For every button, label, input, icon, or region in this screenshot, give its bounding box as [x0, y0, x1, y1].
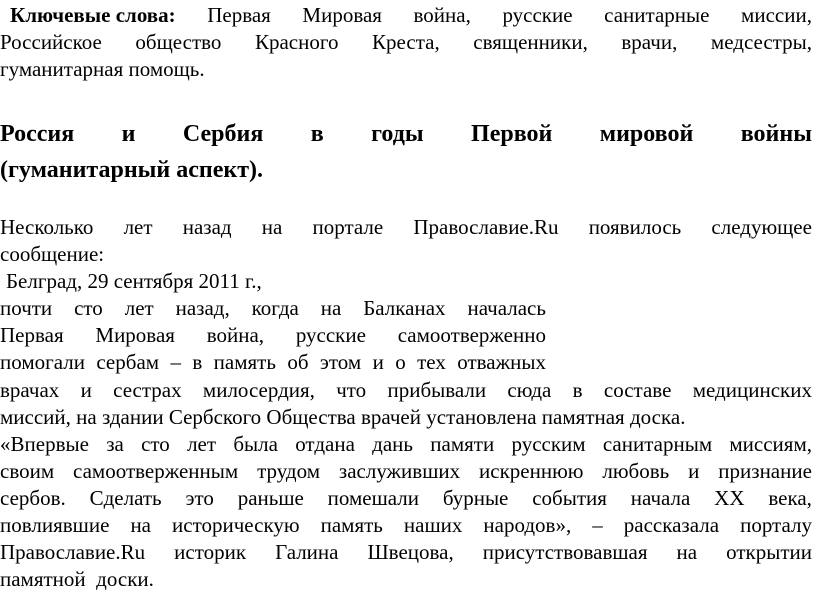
word: этом: [319, 350, 362, 374]
word: в: [310, 121, 324, 147]
word: Сделать: [89, 486, 162, 510]
word: самоотверженно: [397, 323, 546, 347]
body-line-c: [0, 431, 812, 457]
word: в: [572, 378, 583, 402]
word: назад,: [175, 296, 230, 320]
word: –: [170, 350, 181, 374]
word: появилось: [588, 215, 682, 239]
word: сто: [141, 432, 170, 456]
word: медсестры,: [710, 30, 812, 54]
word: что: [336, 378, 367, 402]
word: Швецова,: [367, 540, 454, 564]
word: Православие.Ru: [413, 215, 559, 239]
word: «Впервые: [0, 432, 89, 456]
word: это: [185, 486, 214, 510]
word: сербам: [96, 350, 160, 374]
word: за: [106, 432, 124, 456]
word: миссии,: [741, 3, 812, 27]
word: бурные: [442, 486, 509, 510]
word: назад: [182, 215, 232, 239]
word: историк: [174, 540, 247, 564]
word: сербов.: [0, 486, 66, 510]
word: милосердия,: [202, 378, 315, 402]
word: века,: [768, 486, 812, 510]
word: войны: [740, 121, 812, 147]
word: Галина: [275, 540, 339, 564]
word: и: [121, 121, 136, 147]
word: XX: [714, 486, 745, 510]
word: Мировая: [95, 323, 175, 347]
article-title-line-1: [0, 119, 812, 149]
word: народов»,: [483, 513, 572, 537]
word: Несколько: [0, 215, 94, 239]
word: миссиям,: [729, 432, 812, 456]
word: открытии: [726, 540, 812, 564]
word: была: [233, 432, 278, 456]
word: Первая: [207, 3, 271, 27]
word: общество: [135, 30, 222, 54]
word: отважных: [457, 350, 546, 374]
word: Россия: [0, 121, 75, 147]
word: Креста,: [372, 30, 440, 54]
body-short-line-2: [0, 322, 546, 348]
body-intro-line-1: [0, 214, 812, 240]
word: лет: [187, 432, 217, 456]
word: сюда: [507, 378, 552, 402]
keywords-label: Ключевые слова:: [10, 3, 176, 27]
word: помогали: [0, 350, 85, 374]
word: присутствовавшая: [482, 540, 648, 564]
word: об: [287, 350, 309, 374]
word: наших: [403, 513, 463, 537]
word: своим: [0, 459, 55, 483]
word: Российское: [0, 30, 102, 54]
word: повлиявшие: [0, 513, 110, 537]
body-short-line-1: [0, 295, 546, 321]
word: и: [372, 350, 384, 374]
word: Первой: [471, 121, 553, 147]
body-line-b: миссий, на здании Сербского Общества врачей установлена памятная доска.: [0, 405, 686, 429]
word: на: [320, 296, 342, 320]
word: тех: [417, 350, 446, 374]
word: Первая: [0, 323, 64, 347]
word: заслуживших: [338, 459, 461, 483]
word: на: [130, 513, 151, 537]
word: историческую: [172, 513, 300, 537]
word: память: [213, 350, 276, 374]
word: память: [320, 513, 383, 537]
word: –: [592, 513, 603, 537]
word: трудом: [257, 459, 320, 483]
body-short-line-3: [0, 349, 546, 375]
keywords-line-3: гуманитарная помощь.: [0, 57, 205, 81]
word: на: [676, 540, 698, 564]
keywords-line-1: [10, 2, 812, 28]
word: о: [395, 350, 406, 374]
body-line-g: [0, 539, 812, 565]
body-line-a: [0, 377, 812, 403]
word: годы: [371, 121, 424, 147]
word: памяти: [430, 432, 495, 456]
word: русским: [511, 432, 586, 456]
word: лет: [124, 296, 154, 320]
word: Мировая: [302, 3, 382, 27]
body-line-f: [0, 512, 812, 538]
word: дань: [372, 432, 413, 456]
word: прибывали: [387, 378, 487, 402]
word: началась: [467, 296, 546, 320]
dateline: Белград, 29 сентября 2011 г.,: [6, 269, 262, 293]
article-title-line-2: (гуманитарный аспект).: [0, 157, 263, 183]
word: медицинских: [692, 378, 812, 402]
word: Православие.Ru: [0, 540, 146, 564]
word: и: [80, 378, 92, 402]
body-line-d: [0, 458, 812, 484]
word: священники,: [473, 30, 588, 54]
word: помешали: [327, 486, 419, 510]
word: война,: [206, 323, 265, 347]
word: признание: [718, 459, 812, 483]
word: на: [261, 215, 283, 239]
word: события: [532, 486, 607, 510]
word: санитарным: [602, 432, 713, 456]
word: отдана: [295, 432, 355, 456]
body-intro-line-2: сообщение:: [0, 242, 105, 266]
word: искреннюю: [479, 459, 584, 483]
word: любовь: [602, 459, 670, 483]
word: почти: [0, 296, 53, 320]
word: Сербия: [182, 121, 264, 147]
word: составе: [603, 378, 672, 402]
word: Балканах: [363, 296, 446, 320]
word: русские: [295, 323, 366, 347]
word: сто: [74, 296, 103, 320]
word: порталу: [740, 513, 812, 537]
word: самоотверженным: [73, 459, 239, 483]
word: портале: [312, 215, 384, 239]
word: война,: [413, 3, 471, 27]
word: лет: [123, 215, 153, 239]
word: рассказала: [623, 513, 720, 537]
word: когда: [251, 296, 299, 320]
word: сестрах: [113, 378, 182, 402]
word: врачах: [0, 378, 60, 402]
keywords-line-2: [0, 29, 812, 55]
word: раньше: [237, 486, 304, 510]
word: начала: [630, 486, 691, 510]
body-line-h: памятной доски.: [0, 567, 154, 591]
body-line-e: [0, 485, 812, 511]
word: врачи,: [621, 30, 678, 54]
word: русские: [502, 3, 573, 27]
word: в: [192, 350, 203, 374]
word: мировой: [599, 121, 694, 147]
word: санитарные: [604, 3, 710, 27]
word: и: [688, 459, 700, 483]
word: следующее: [711, 215, 812, 239]
word: Красного: [254, 30, 339, 54]
